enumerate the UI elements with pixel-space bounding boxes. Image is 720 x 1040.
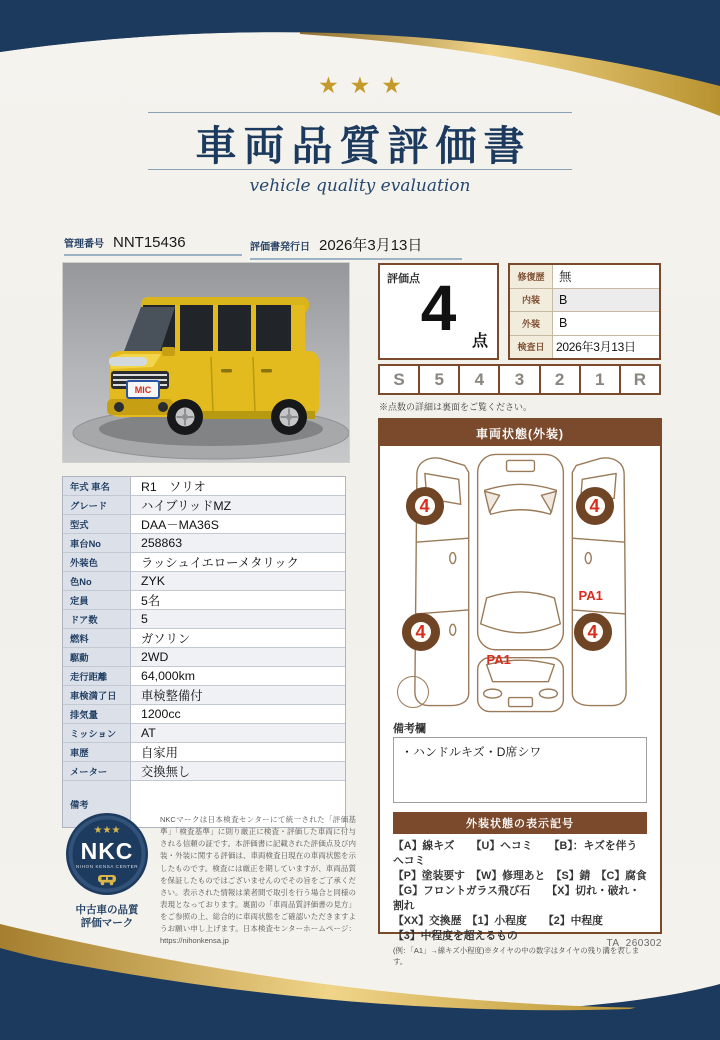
nkc-caption: 中古車の品質 評価マーク xyxy=(75,904,139,930)
remarks-label: 備考欄 xyxy=(393,723,426,735)
svg-text:NKC: NKC xyxy=(80,838,134,864)
exterior-grade-label: 外装 xyxy=(510,312,553,335)
table-row: ミッション AT xyxy=(63,724,345,743)
svg-text:★★★: ★★★ xyxy=(93,825,121,836)
scale-cell-s: S xyxy=(393,369,405,389)
repair-history-value: 無 xyxy=(559,270,572,285)
vehicle-photo xyxy=(62,262,350,463)
car-damage-diagram xyxy=(381,446,660,718)
issue-date-label: 評価書発行日 xyxy=(250,242,310,253)
scale-cell-4: 4 xyxy=(458,366,498,393)
table-row xyxy=(510,289,659,313)
table-row: 燃料 ガソリン xyxy=(63,629,345,648)
vehicle-spec-table xyxy=(62,476,346,828)
grade-scale xyxy=(378,364,661,395)
interior-grade-label: 内装 xyxy=(510,289,553,312)
tire-mark-rear-left: 4 xyxy=(402,613,440,651)
front-wheel-icon xyxy=(167,399,203,435)
page-title: 車両品質評価書 xyxy=(195,123,532,169)
plate-text: MIC xyxy=(134,385,152,395)
table-row: 車台No 258863 xyxy=(63,534,345,553)
exterior-grade-value: B xyxy=(559,316,568,331)
evaluation-score-box xyxy=(378,263,499,360)
repair-history-label: 修復歴 xyxy=(510,265,553,288)
scale-cell-5: 5 xyxy=(418,366,458,393)
inspection-date-label: 検査日 xyxy=(510,336,553,359)
legend-note: (例：「A1」→線キズ小程度)※タイヤの中の数字はタイヤの残り溝を表します。 xyxy=(393,946,640,966)
nkc-mark xyxy=(64,812,150,948)
table-row xyxy=(510,312,659,336)
table-row xyxy=(510,265,659,289)
scale-cell-1: 1 xyxy=(579,366,619,393)
management-number-label: 管理番号 xyxy=(64,239,104,250)
table-row: 外装色 ラッシュイエローメタリック xyxy=(63,553,345,572)
management-number-field xyxy=(64,234,242,256)
management-number-value: NNT15436 xyxy=(113,234,186,251)
nkc-logo-icon xyxy=(65,812,149,896)
issue-date-field xyxy=(250,234,462,260)
score-label: 評価点 xyxy=(387,273,420,285)
tire-mark-front-left: 4 xyxy=(406,487,444,525)
issue-date-value: 2026年3月13日 xyxy=(319,237,423,254)
table-row: 走行距離 64,000km xyxy=(63,667,345,686)
nkc-description: NKCマークは日本検査センターにて統一された「評価基準」「検査基準」に則り厳正に検査・評価した車両に付与される信頼の証です。本評価書に記載された評価点及び内装・外装に関する評価は、車両検査日現在の車両状態を示したものです。検査には厳正を期していますが、車両品質を保証したものではございませんのでその旨をご了承ください。表示された情報は業者間で取引を行う場合と同様の表現となっております。裏面の「車両品質評価書の見方」をご参照の上、総合的に車両状態をご確認いただきますようお願い申し上げます。日本検査センターホームページ：https://nihonkensa.jp xyxy=(160,815,356,946)
scale-cell-r: R xyxy=(619,366,659,393)
table-row: 型式 DAA－MA36S xyxy=(63,515,345,534)
inspection-date-value: 2026年3月13日 xyxy=(556,340,636,355)
exterior-panel-title: 車両状態(外装) xyxy=(380,420,660,446)
rear-wheel-icon xyxy=(271,399,307,435)
remarks-box: ・ハンドルキズ・D席シワ xyxy=(393,737,647,803)
vehicle-photo-illustration xyxy=(63,263,349,462)
header-stars-icon: ★★★ xyxy=(318,72,413,98)
header-rule-bottom xyxy=(148,169,572,170)
nkc-certification-block xyxy=(64,812,356,948)
table-row: グレード ハイブリッドMZ xyxy=(63,496,345,515)
damage-mark-right-side: PA1 xyxy=(578,588,603,603)
scale-cell-2: 2 xyxy=(539,366,579,393)
document-code: TA_260302 xyxy=(606,938,662,949)
table-row: 車検満了日 車検整備付 xyxy=(63,686,345,705)
table-row: 備考 xyxy=(63,781,345,827)
legend-title: 外装状態の表示記号 xyxy=(393,812,647,834)
tire-mark-rear-right: 4 xyxy=(574,613,612,651)
table-row: 排気量 1200cc xyxy=(63,705,345,724)
table-row: 定員 5名 xyxy=(63,591,345,610)
legend-line: 【G】フロントガラス飛び石 【X】切れ・破れ・割れ xyxy=(393,885,641,912)
scale-cell-3: 3 xyxy=(498,366,538,393)
legend-line: 【3】中程度を超えるもの xyxy=(393,930,518,942)
scale-note: ※点数の詳細は裏面をご覧ください。 xyxy=(379,402,533,412)
legend-line: 【P】塗装要す 【W】修理あと 【S】錆 【C】腐食 xyxy=(393,870,647,882)
interior-grade-value: B xyxy=(553,289,659,312)
svg-text:NIHON KENSA CENTER: NIHON KENSA CENTER xyxy=(75,864,139,869)
table-row: 色No ZYK xyxy=(63,572,345,591)
score-value: 4 xyxy=(420,272,457,344)
condition-summary-table xyxy=(508,263,661,360)
score-unit: 点 xyxy=(471,333,488,350)
table-row: ドア数 5 xyxy=(63,610,345,629)
damage-mark-front: PA1 xyxy=(486,652,511,667)
spare-tire-circle xyxy=(397,676,429,708)
damage-symbol-legend xyxy=(393,839,647,944)
table-row: メーター 交換無し xyxy=(63,762,345,781)
table-row: 車歴 自家用 xyxy=(63,743,345,762)
legend-line: 【XX】交換歴 【1】小程度 【2】中程度 xyxy=(393,915,603,927)
table-row: 駆動 2WD xyxy=(63,648,345,667)
tire-mark-front-right: 4 xyxy=(576,487,614,525)
table-row xyxy=(510,336,659,359)
table-row: 年式 車名 R1 ソリオ xyxy=(63,477,345,496)
page-subtitle: vehicle quality evaluation xyxy=(249,176,471,196)
legend-line: 【A】線キズ 【U】ヘコミ 【B】：キズを伴うヘコミ xyxy=(393,840,638,867)
